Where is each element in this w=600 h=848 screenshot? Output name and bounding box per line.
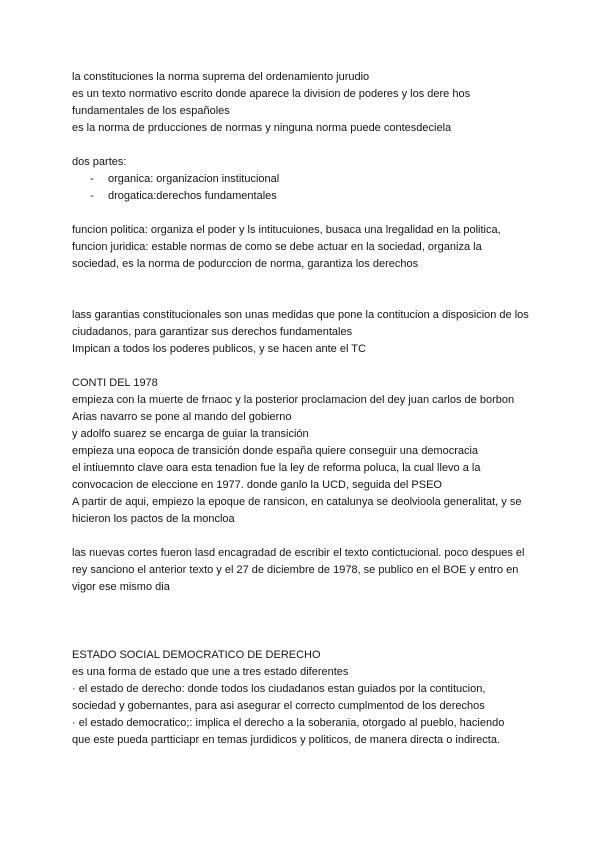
text-line: funcion politica: organiza el poder y ls intitucuiones, busaca una lregalidad en la politica,	[72, 224, 501, 236]
text-line: Arias navarro se pone al mando del gobierno	[72, 411, 292, 423]
dash-bullet: -	[90, 190, 94, 202]
text-line: fundamentales de los españoles	[72, 105, 230, 117]
text-line: sociedad y gobernantes, para asi asegurar el correcto cumplmentod de los derechos	[72, 700, 485, 712]
text-line: la constituciones la norma suprema del ordenamiento jurudio	[72, 71, 370, 83]
list-item-text: organica: organizacion institucional	[108, 173, 280, 185]
text-line: hicieron los pactos de la moncloa	[72, 513, 235, 525]
text-line: lass garantias constitucionales son unas medidas que pone la contitucion a disposicion de los	[72, 309, 529, 321]
parts-list	[72, 171, 542, 205]
text-line: convocacion de eleccione en 1977. donde ganlo la UCD, seguida del PSEO	[72, 479, 442, 491]
funciones-paragraph	[72, 222, 542, 273]
text-line: el intiuemnto clave oara esta tenadion fue la ley de reforma poluca, la cual llevo a la	[72, 462, 481, 474]
conti1978-section	[72, 375, 542, 528]
text-line: · el estado democratico;: implica el derecho a la soberania, otorgado al pueblo, haciendo	[72, 717, 505, 729]
text-line: Impican a todos los poderes publicos, y se hacen ante el TC	[72, 343, 366, 355]
text-line: y adolfo suarez se encarga de guiar la transición	[72, 428, 309, 440]
text-line: que este pueda partticiapr en temas jurdidicos y politicos, de manera directa o indirecta.	[72, 734, 501, 746]
text-line: las nuevas cortes fueron lasd encagradad de escribir el texto contictucional. poco despues el	[72, 547, 525, 559]
text-line: funcion juridica: estable normas de como se debe actuar en la sociedad, organiza la	[72, 241, 482, 253]
section-heading: CONTI DEL 1978	[72, 377, 158, 389]
text-line: ciudadanos, para garantizar sus derechos fundamentales	[72, 326, 353, 338]
text-line: · el estado de derecho: donde todos los ciudadanos estan guiados por la contitucion,	[72, 683, 486, 695]
list-item	[72, 171, 542, 188]
text-line: es una forma de estado que une a tres estado diferentes	[72, 666, 349, 678]
list-item-text: drogatica:derechos fundamentales	[108, 190, 277, 202]
garantias-paragraph	[72, 307, 542, 358]
parts-heading: dos partes:	[72, 156, 127, 168]
text-line: empieza una eopoca de transición donde españa quiere conseguir una democracia	[72, 445, 479, 457]
cortes-paragraph	[72, 545, 542, 596]
dash-bullet: -	[90, 173, 94, 185]
intro-paragraph	[72, 69, 542, 137]
text-line: es un texto normativo escrito donde aparece la division de poderes y los dere hos	[72, 88, 471, 100]
text-line: rey sanciono el anterior texto y el 27 de diciembre de 1978, se publico en el BOE y entro en	[72, 564, 519, 576]
text-line: empieza con la muerte de frnaoc y la posterior proclamacion del dey juan carlos de borbon	[72, 394, 515, 406]
list-item	[72, 188, 542, 205]
estado-section	[72, 647, 542, 749]
text-line: sociedad, es la norma de podurccion de norma, garantiza los derechos	[72, 258, 419, 270]
text-line: A partir de aqui, empiezo la epoque de ransicon, en catalunya se deolvioola generalitat, y se	[72, 496, 522, 508]
document-body	[72, 69, 542, 749]
text-line: vigor ese mismo dia	[72, 581, 170, 593]
text-line: es la norma de prducciones de normas y ninguna norma puede contesdeciela	[72, 122, 452, 134]
section-heading: ESTADO SOCIAL DEMOCRATICO DE DERECHO	[72, 649, 321, 661]
parts-section	[72, 154, 542, 205]
